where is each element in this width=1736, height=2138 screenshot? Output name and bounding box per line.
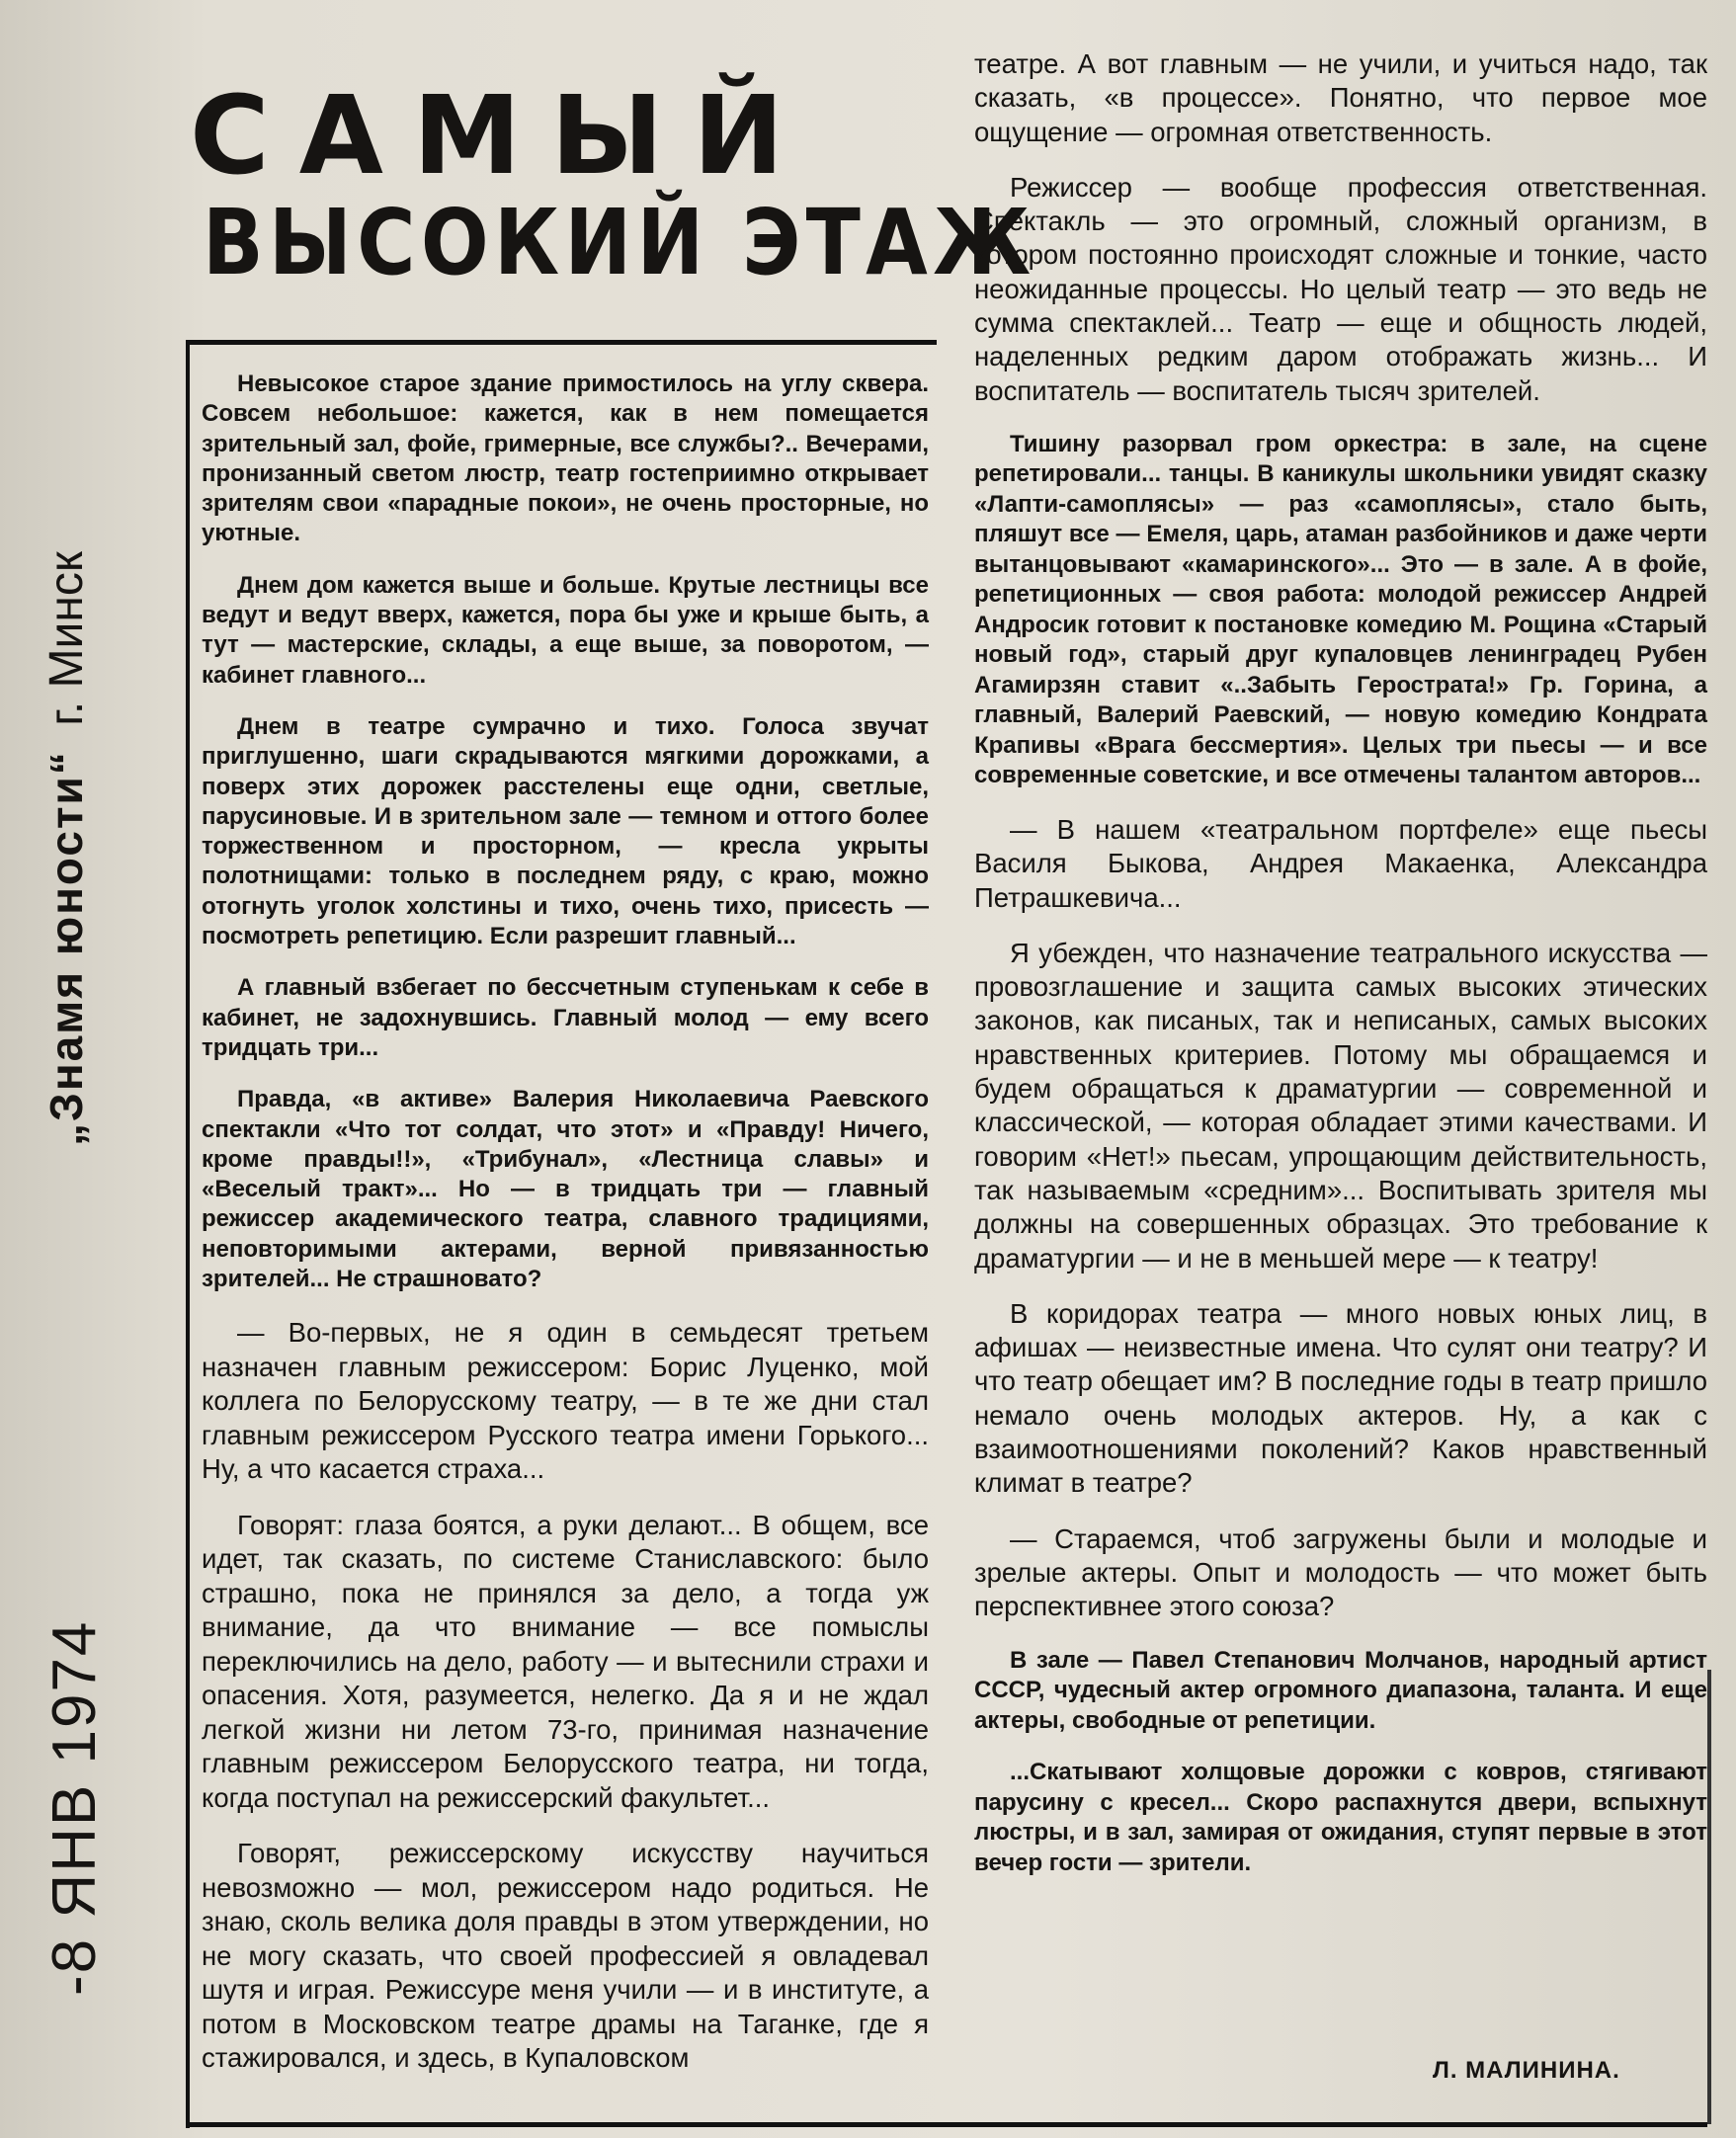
source-stamp (40, 551, 94, 1146)
paragraph: ...Скатывают холщовые дорожки с ковров, стягивают парусину с кресел... Скоро распахнутся двери, вспыхнут люстры, и в зал, замирая от ожидания, ступят первые в этот вечер гости — зрители. (974, 1759, 1707, 1876)
paragraph: В зале — Павел Степанович Молчанов, народный артист СССР, чудесный актер огромного диапазона, таланта. И еще актеры, свободные от репетиции. (974, 1646, 1707, 1734)
headline-line-2: ВЫСОКИЙ ЭТАЖ (203, 190, 1036, 295)
paragraph: — Стараемся, чтоб загружены были и молодые и зрелые актеры. Опыт и молодость — что может быть перспективнее этого союза? (974, 1522, 1707, 1622)
article-column-right (974, 47, 1707, 1900)
city-name: г. Минск (41, 551, 93, 726)
frame-rule-bottom (186, 2122, 1707, 2127)
author-signature: Л. МАЛИНИНА. (1433, 2057, 1620, 2084)
frame-rule-top (186, 340, 937, 345)
article-column-left (202, 370, 929, 2097)
paragraph: В коридорах театра — много новых юных лиц, в афишах — неизвестные имена. Что сулят они театру? И что театр обещает им? В последние годы в театр пришло немало очень молодых актеров. Ну, а как с взаимоотношениями поколений? Каков нравственный климат в театре? (974, 1297, 1707, 1499)
paragraph: Режиссер — вообще профессия ответственная. Спектакль — это огромный, сложный организм, в котором постоянно происходят сложные и тонкие, часто неожиданные процессы. Но целый театр — это ведь не сумма спектаклей... Театр — еще и общность людей, наделенных редким даром отображать жизнь... И воспитатель — воспитатель тысяч зрителей. (974, 171, 1707, 406)
paragraph: — В нашем «театральном портфеле» еще пьесы Василя Быкова, Андрея Макаенка, Александра Петрашкевича... (974, 813, 1707, 913)
paragraph: А главный взбегает по бессчетным ступенькам к себе в кабинет, не задохнувшись. Главный молод — ему всего тридцать три... (202, 974, 929, 1061)
date-stamp: -8 ЯНВ 1974 (41, 1619, 109, 1996)
paragraph: Тишину разорвал гром оркестра: в зале, на сцене репетировали... танцы. В каникулы школьники увидят сказку «Лапти-самоплясы» — раз «самоплясы», стало быть, пляшут все — Емеля, царь, атаман разбойников и даже черти вытанцовывают «камаринского»... Это — в зале. А в фойе, репетиционных — своя работа: молодой режиссер Андрей Андросик готовит к постановке комедию М. Рощина «Старый новый год», старый друг купаловцев ленинградец Рубен Агамирзян ставит «..Забыть Герострата!» Гр. Горина, а главный, Валерий Раевский, — новую комедию Кондрата Крапивы «Врага бессмертия». Целых три пьесы — и все современные советские, и все отмечены талантом авторов... (974, 430, 1707, 789)
paragraph: Правда, «в активе» Валерия Николаевича Раевского спектакли «Что тот солдат, что этот» и «Правду! Ничего, кроме правды!!», «Трибунал», «Лестница славы» и «Веселый тракт»... Но — в тридцать три — главный режиссер академического театра, славного традициями, неповторимыми актерами, верной привязанностью зрителей... Не страшновато? (202, 1086, 929, 1293)
paragraph: — Во-первых, не я один в семьдесят третьем назначен главным режиссером: Борис Луценко, мой коллега по Белорусскому театру, — в те же дни стал главным режиссером Русского театра имени Горького... Ну, а что касается страха... (202, 1317, 929, 1485)
frame-rule-right (1707, 1670, 1711, 2124)
newspaper-name: „Знамя юности“ (41, 750, 92, 1146)
paragraph: Я убежден, что назначение театрального искусства — провозглашение и защита самых высоких этических законов, как писаных, так и неписаных, самых высоких нравственных критериев. Потому мы обращаемся и будем обращаться к драматургии — современной и классической, — которая обладает этими качествами. И говорим «Нет!» пьесам, упрощающим действительность, так называемым «средним»... Воспитывать зрителя мы должны на совершенных образцах. Это требование к драматургии — и не в меньшей мере — к театру! (974, 937, 1707, 1274)
paragraph: театре. А вот главным — не учили, и учиться надо, так сказать, «в процессе». Понятно, что первое мое ощущение — огромная ответственность. (974, 48, 1707, 147)
paragraph: Днем дом кажется выше и больше. Крутые лестницы все ведут и ведут вверх, кажется, пора бы уже и крыше быть, а тут — мастерские, склады, а еще выше, за поворотом, — кабинет главного... (202, 571, 929, 689)
paragraph: Невысокое старое здание примостилось на углу сквера. Совсем небольшое: кажется, как в нем помещается зрительный зал, фойе, гримерные, все службы?.. Вечерами, пронизанный светом люстр, театр гостеприимно открывает зрителям свои «парадные покои», не очень просторные, но уютные. (202, 370, 929, 547)
headline-line-1: САМЫЙ (190, 72, 814, 199)
paragraph: Говорят, режиссерскому искусству научиться невозможно — мол, режиссером надо родиться. Не знаю, сколь велика доля правды в этом утверждении, но не могу сказать, что своей профессией я овладевал шутя и играя. Режиссуре меня учили — и в институте, а потом в Московском театре драмы на Таганке, где я стажировался, и здесь, в Купаловском (202, 1838, 929, 2074)
frame-rule-left (186, 340, 190, 2128)
paragraph: Говорят: глаза боятся, а руки делают... В общем, все идет, так сказать, по системе Станиславского: было страшно, пока не принялся за дело, а тогда уж внимание, да что внимание — все помыслы переключились на дело, работу — и вытеснили страхи и опасения. Хотя, разумеется, нелегко. Да я и не ждал легкой жизни ни летом 73-го, принимая назначение главным режиссером Белорусского театра, ни тогда, когда поступал на режиссерский факультет... (202, 1509, 929, 1813)
paragraph: Днем в театре сумрачно и тихо. Голоса звучат приглушенно, шаги скрадываются мягкими дорожками, а поверх этих дорожек расстелены еще одни, светлые, парусиновые. И в зрительном зале — темном и оттого более торжественном и просторном, — кресла укрыты полотнищами: только в последнем ряду, с краю, можно отогнуть уголок холстины и тихо, очень тихо, присесть — посмотреть репетицию. Если разрешит главный... (202, 712, 929, 950)
